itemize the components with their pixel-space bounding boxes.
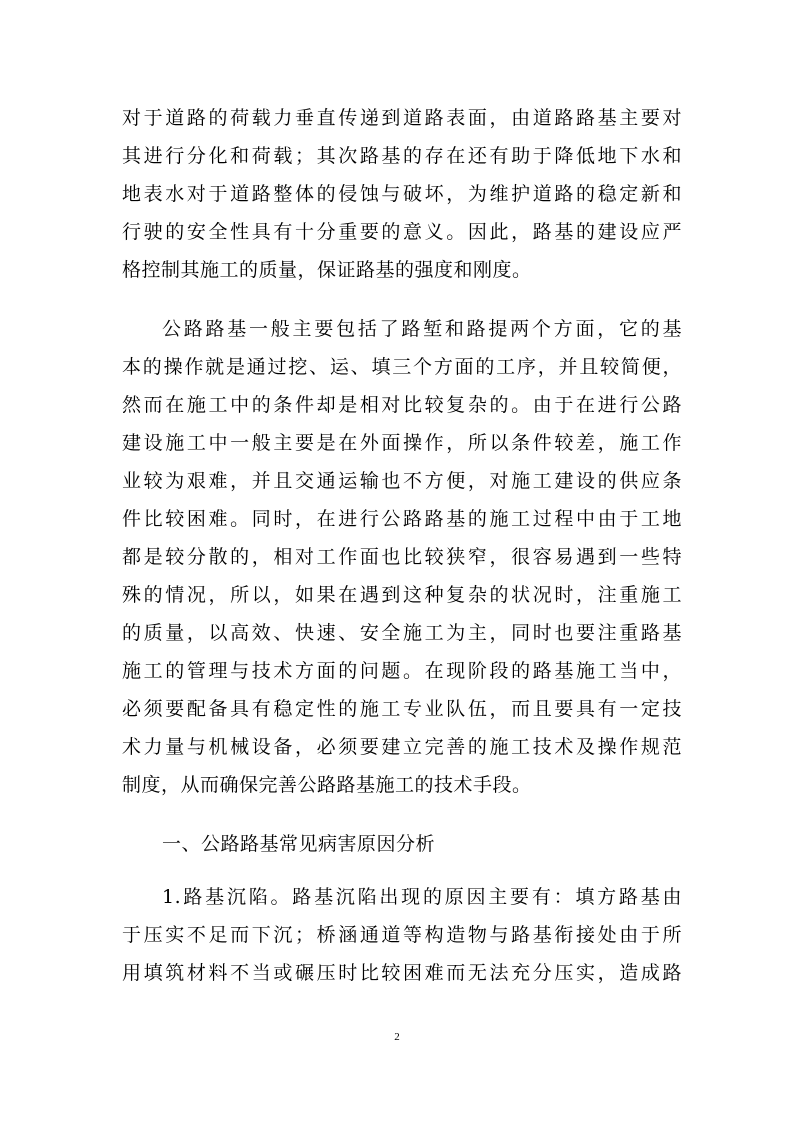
paragraph-first-line: 公路路基一般主要包括了路堑和路提两个方面，它的基 <box>162 318 682 340</box>
body-text-line: 然而在施工中的条件却是相对比较复杂的。由于在进行公路 <box>122 394 682 416</box>
body-text-line: 行驶的安全性具有十分重要的意义。因此，路基的建设应严 <box>122 221 682 243</box>
body-text-line: 件比较困难。同时，在进行公路路基的施工过程中由于工地 <box>122 508 682 530</box>
body-text-line: 必须要配备具有稳定性的施工专业队伍，而且要具有一定技 <box>122 698 682 720</box>
section-heading: 一、公路路基常见病害原因分析 <box>162 833 436 855</box>
body-text-line: 业较为艰难，并且交通运输也不方便，对施工建设的供应条 <box>122 470 682 492</box>
body-text-line: 施工的管理与技术方面的问题。在现阶段的路基施工当中， <box>122 660 682 682</box>
body-text-line: 都是较分散的，相对工作面也比较狭窄，很容易遇到一些特 <box>122 546 682 568</box>
body-text-line: 本的操作就是通过挖、运、填三个方面的工序，并且较简便， <box>122 356 682 378</box>
body-text-line: 殊的情况，所以，如果在遇到这种复杂的状况时，注重施工 <box>122 584 682 606</box>
body-text-line: 其进行分化和荷载；其次路基的存在还有助于降低地下水和 <box>122 145 682 167</box>
body-text-line: 制度，从而确保完善公路路基施工的技术手段。 <box>122 774 532 796</box>
body-text-line: 用填筑材料不当或碾压时比较困难而无法充分压实，造成路 <box>122 962 682 984</box>
body-text-line: 建设施工中一般主要是在外面操作，所以条件较差，施工作 <box>122 432 682 454</box>
body-text-line: 对于道路的荷载力垂直传递到道路表面，由道路路基主要对 <box>122 107 682 129</box>
body-text-line: 于压实不足而下沉；桥涵通道等构造物与路基衔接处由于所 <box>122 924 682 946</box>
paragraph-first-line: 1.路基沉陷。路基沉陷出现的原因主要有：填方路基由 <box>162 886 682 908</box>
body-text-line: 术力量与机械设备，必须要建立完善的施工技术及操作规范 <box>122 736 682 758</box>
page-number: 2 <box>394 1031 400 1043</box>
body-text-line: 地表水对于道路整体的侵蚀与破坏，为维护道路的稳定新和 <box>122 183 682 205</box>
body-text-line: 的质量，以高效、快速、安全施工为主，同时也要注重路基 <box>122 622 682 644</box>
body-text-line: 格控制其施工的质量，保证路基的强度和刚度。 <box>122 259 532 281</box>
